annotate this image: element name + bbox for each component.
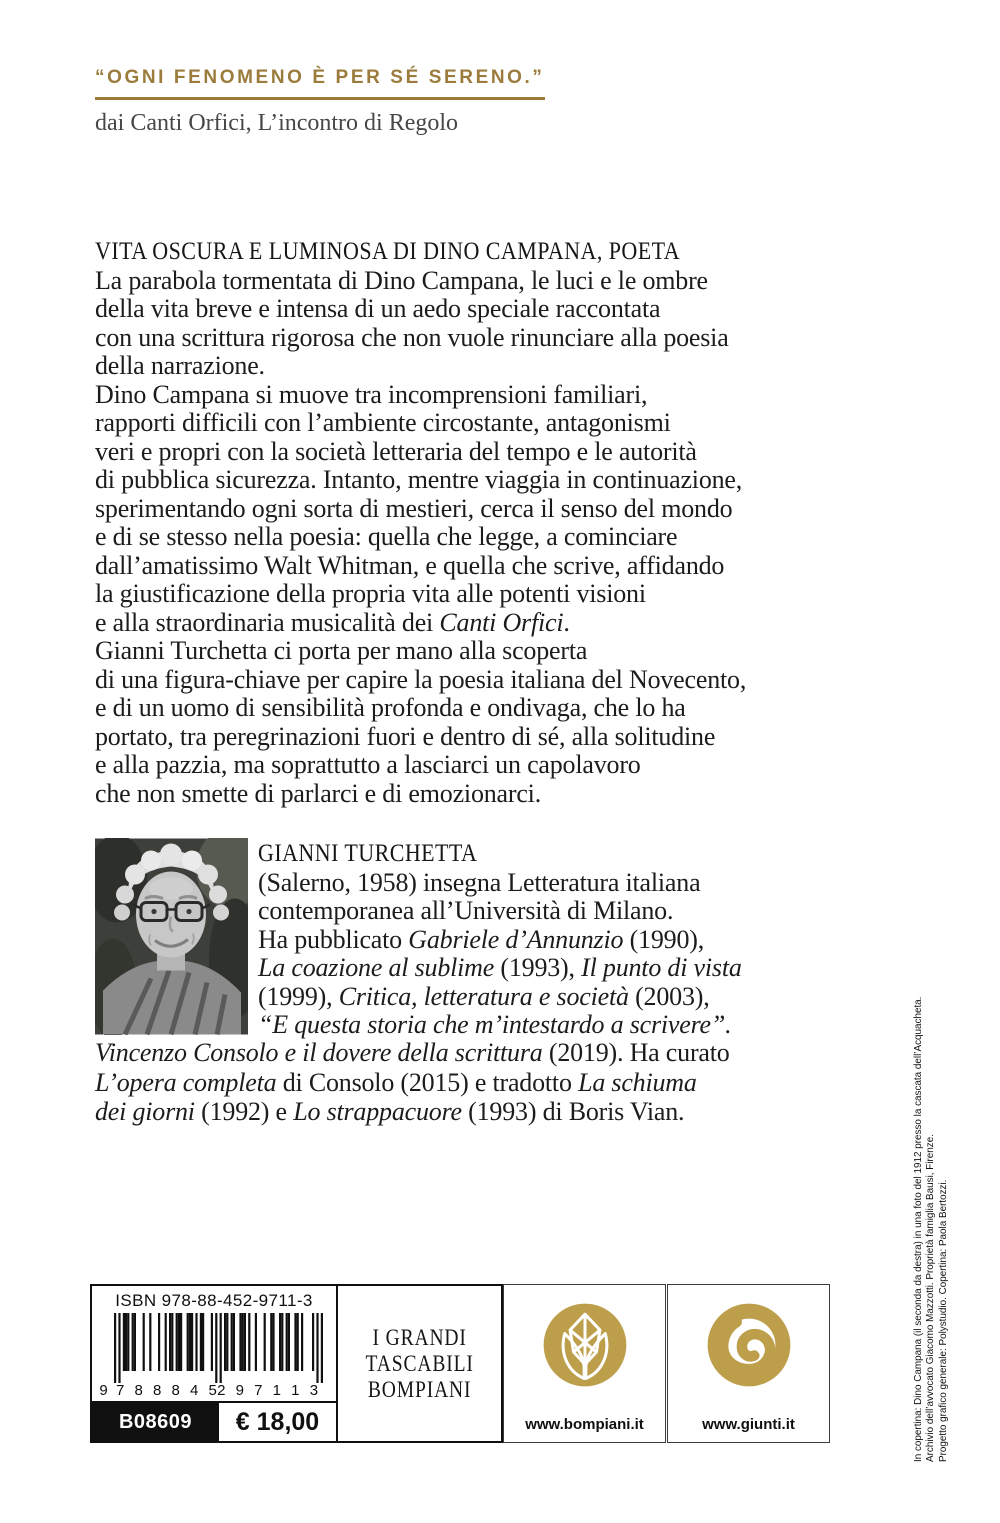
edition-code-badge: B08609 [92, 1403, 219, 1441]
text-line: I GRANDI [372, 1324, 467, 1350]
ean-barcode-icon [98, 1313, 330, 1401]
giunti-url: www.giunti.it [702, 1416, 795, 1433]
price-label: € 18,00 [235, 1407, 320, 1436]
barcode-block [90, 1284, 338, 1443]
text-line: sperimentando ogni sorta di mestieri, cerca il senso del mondo [95, 493, 733, 523]
text-line: In copertina: Dino Campana (il seconda da destra) in una foto del 1912 presso la cascata dell’Acquacheta. [913, 996, 924, 1462]
text-line: dall’amatissimo Walt Whitman, e quella che scrive, affidando [95, 550, 725, 580]
text-line: TASCABILI [365, 1350, 474, 1376]
author-photo-image [95, 838, 248, 1035]
text-line: della narrazione. [95, 351, 265, 380]
author-name: GIANNI TURCHETTA [258, 840, 478, 867]
text-line: di pubblica sicurezza. Intanto, mentre viaggia in continuazione, [95, 465, 743, 494]
svg-text:7 8 8 8 4 5: 7 8 8 8 4 5 [115, 1382, 220, 1399]
text-line: e di se stesso nella poesia: quella che legge, a cominciare [95, 522, 678, 551]
svg-text:9: 9 [99, 1382, 111, 1399]
giunti-spiral-icon [705, 1301, 793, 1389]
cover-quote [95, 66, 545, 100]
text-line: Archivio dell’avvocato Giacomo Mazzotti. Proprietà famiglia Bausi, Firenze. [925, 1134, 937, 1462]
text-line: (Salerno, 1958) insegna Letteratura italiana [258, 867, 701, 897]
author-bio [258, 840, 742, 1040]
text-line: L’opera completa di Consolo (2015) e tradotto La schiuma [95, 1067, 697, 1097]
text-line: e alla pazzia, ma soprattutto a lasciarci un capolavoro [95, 750, 641, 779]
quote-text: “OGNI FENOMENO È PER SÉ SERENO.” [95, 66, 545, 100]
imprint-block [336, 1284, 503, 1443]
text-line: della vita breve e intensa di un aedo speciale raccontata [95, 294, 661, 323]
synopsis-lines [95, 267, 760, 809]
author-photo [95, 838, 248, 1035]
text-line: di una figura-chiave per capire la poesia italiana del Novecento, [95, 664, 747, 694]
price-row [92, 1401, 336, 1441]
photo-credits [913, 900, 950, 1462]
text-line: (1999), Critica, letteratura e società (2003), [258, 981, 710, 1011]
imprint-text [365, 1325, 473, 1403]
author-bio-continued [95, 1038, 730, 1127]
text-line: Dino Campana si muove tra incomprensioni familiari, [95, 379, 648, 409]
text-line: La parabola tormentata di Dino Campana, le luci e le ombre [95, 265, 708, 295]
text-line: contemporanea all’Università di Milano. [258, 896, 674, 925]
bompiani-flower-icon [541, 1301, 629, 1389]
text-line: Ha pubblicato Gabriele d’Annunzio (1990), [258, 924, 705, 954]
text-line: Vincenzo Consolo e il dovere della scrittura (2019). Ha curato [95, 1038, 730, 1067]
bompiani-url: www.bompiani.it [525, 1416, 644, 1433]
synopsis-heading: VITA OSCURA E LUMINOSA DI DINO CAMPANA, POETA [95, 238, 681, 265]
isbn-label: ISBN 978-88-452-9711-3 [115, 1291, 313, 1310]
text-line: “E questa storia che m’intestardo a scrivere”. [258, 1010, 732, 1039]
text-line: portato, tra peregrinazioni fuori e dentro di sé, alla solitudine [95, 721, 716, 751]
text-line: La coazione al sublime (1993), Il punto di vista [258, 953, 742, 982]
text-line: veri e propri con la società letteraria del tempo e le autorità [95, 436, 697, 466]
text-line: rapporti difficili con l’ambiente circostante, antagonismi [95, 408, 671, 437]
text-line: e alla straordinaria musicalità dei Canti Orfici. [95, 607, 570, 637]
text-line: BOMPIANI [367, 1376, 472, 1402]
bompiani-logo-block [503, 1284, 666, 1443]
synopsis [95, 238, 760, 808]
text-line: Gianni Turchetta ci porta per mano alla scoperta [95, 636, 588, 665]
author-bio-lines [258, 869, 742, 1040]
text-line: dei giorni (1992) e Lo strappacuore (1993) di Boris Vian. [95, 1097, 685, 1126]
giunti-logo-block [667, 1284, 830, 1443]
text-line: e di un uomo di sensibilità profonda e ondivaga, che lo ha [95, 693, 686, 722]
text-line: la giustificazione della propria vita alle potenti visioni [95, 579, 646, 608]
text-line: che non smette di parlarci e di emozionarci. [95, 778, 542, 808]
text-line: con una scrittura rigorosa che non vuole rinunciare alla poesia [95, 322, 729, 352]
text-line: Progetto grafico generale: Polystudio. Copertina: Paola Bertozzi. [937, 1179, 949, 1462]
quote-source: dai Canti Orfici, L’incontro di Regolo [95, 110, 459, 136]
svg-text:2 9 7 1 1 3: 2 9 7 1 1 3 [217, 1382, 322, 1399]
